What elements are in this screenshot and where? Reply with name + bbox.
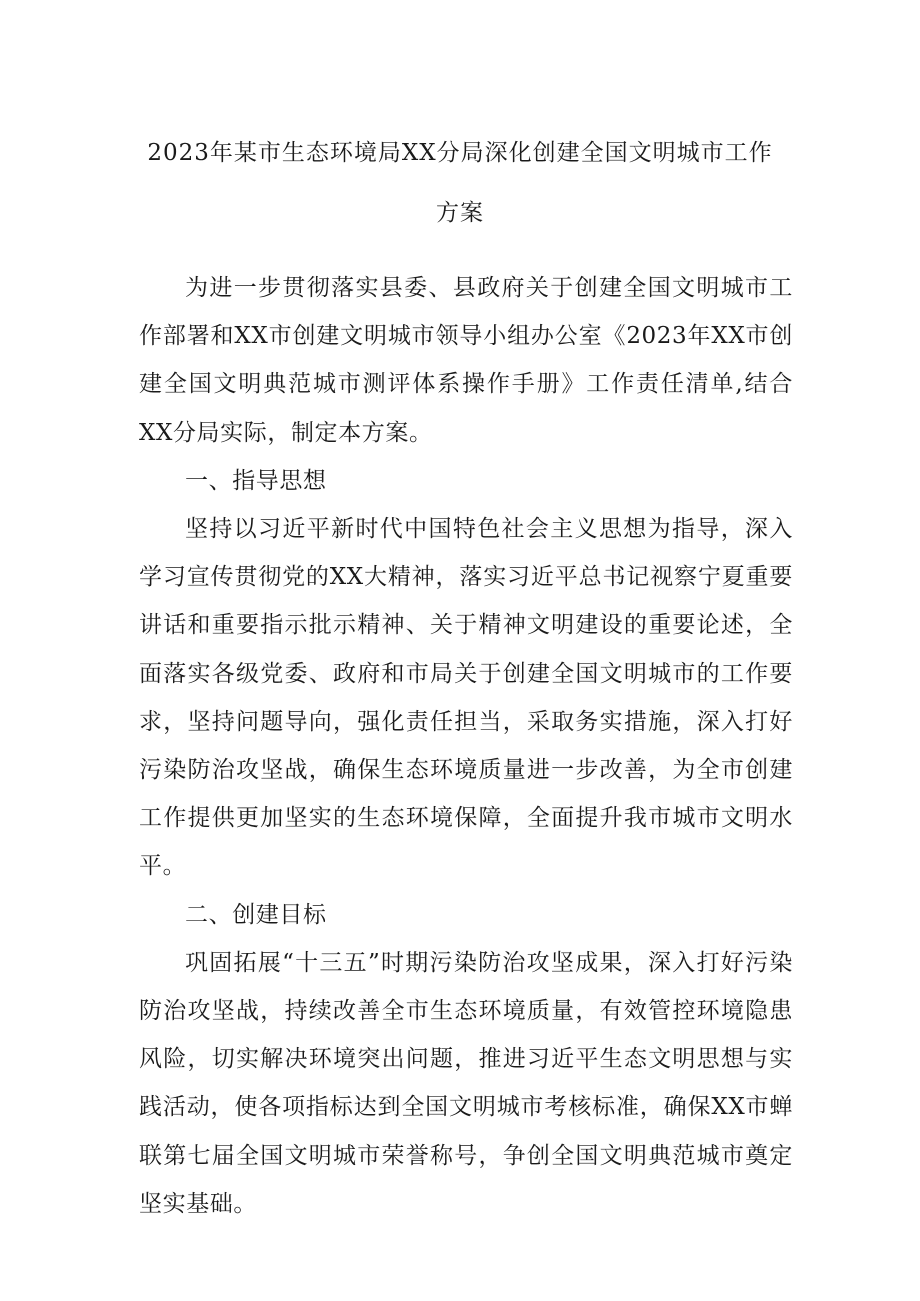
document-title: 2023年某市生态环境局XX分局深化创建全国文明城市工作 [147, 140, 773, 166]
document-body [139, 264, 793, 1228]
document-title-continued: 方案 [436, 200, 484, 226]
goals-paragraph: 巩固拓展“十三五”时期污染防治攻坚成果，深入打好污染防治攻坚战，持续改善全市生态环境质量，有效管控环境隐患风险，切实解决环境突出问题，推进习近平生态文明思想与实践活动，使各项指标达到全国文明城市考核标准，确保XX市蝉联第七届全国文明城市荣誉称号，争创全国文明典范城市奠定坚实基础。 [139, 949, 793, 1217]
section-heading-goals: 二、创建目标 [185, 901, 327, 928]
intro-paragraph: 为进一步贯彻落实县委、县政府关于创建全国文明城市工作部署和XX市创建文明城市领导小组办公室《2023年XX市创建全国文明典范城市测评体系操作手册》工作责任清单,结合XX分局实际，制定本方案。 [139, 275, 793, 446]
section-heading-guiding-ideology: 一、指导思想 [185, 467, 327, 494]
guiding-ideology-paragraph: 坚持以习近平新时代中国特色社会主义思想为指导，深入学习宣传贯彻党的XX大精神，落实习近平总书记视察宁夏重要讲话和重要指示批示精神、关于精神文明建设的重要论述，全面落实各级党委、政府和市局关于创建全国文明城市的工作要求，坚持问题导向，强化责任担当，采取务实措施，深入打好污染防治攻坚战，确保生态环境质量进一步改善，为全市创建工作提供更加坚实的生态环境保障，全面提升我市城市文明水平。 [139, 516, 793, 880]
